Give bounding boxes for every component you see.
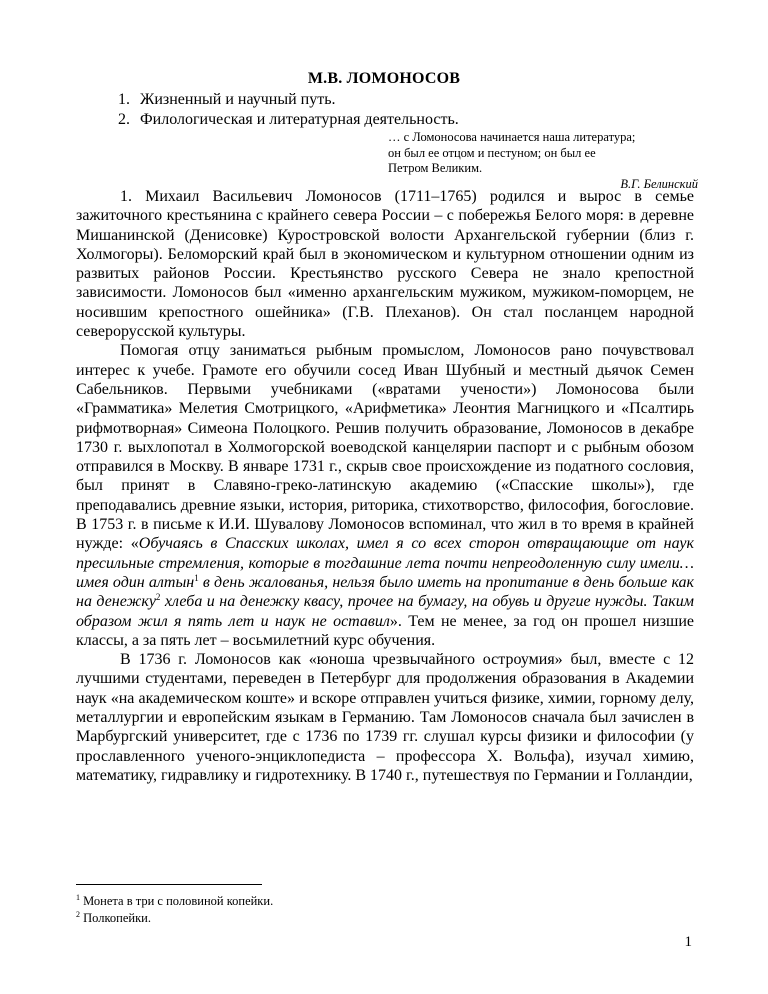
footnote-text: Монета в три с половиной копейки. [83, 894, 274, 908]
paragraph: В 1736 г. Ломоносов как «юноша чрезвычайного остроумия» был, вместе с 12 лучшими студентами, переведен в Петербург для продолжения образования в Академии наук «на академическом коште» и вскоре отправлен учиться физике, химии, горному делу, металлургии и европейским языкам в Германию. Там Ломоносов сначала был зачислен в Марбургский университет, где с 1736 по 1739 гг. слушал курсы физики и философии (у прославленного ученого-энциклопедиста – профессора Х. Вольфа), изучал химию, математику, гидравлику и гидротехнику. В 1740 г., путешествуя по Германии и Голландии, [76, 651, 694, 784]
footnote [76, 893, 273, 910]
quote-text: в день жалованья, нельзя было иметь на пропитание в день больше как на денежку [76, 573, 695, 611]
quote-text: Обучаясь в Спасских школах, имел я со всех сторон отвращающие от наук пресильные стремления, которые в тогдашние лета почти непреодоленную силу имели… имея один алтын [76, 535, 694, 591]
quote-text: хлеба и на денежку квасу, прочее на бумагу, на обувь и другие нужды. Таким образом жил я пять лет и наук не оставил [76, 593, 695, 630]
paragraph [76, 341, 694, 650]
outline-item-text: Филологическая и литературная деятельность. [140, 111, 459, 128]
lecture-outline [118, 90, 459, 130]
footnote-mark: 1 [76, 893, 80, 902]
outline-item-text: Жизненный и научный путь. [140, 91, 336, 108]
footnote-divider [76, 884, 262, 885]
footnote-ref[interactable]: 1 [194, 572, 199, 583]
epigraph-line: Петром Великим. [388, 161, 483, 175]
page-number: 1 [684, 934, 692, 950]
epigraph-line: он был ее отцом и пестуном; он был ее [388, 145, 596, 160]
paragraph-text: Помогая отцу заниматься рыбным промыслом, Ломоносов рано почувствовал интерес к учебе. Грамоте его обучили сосед Иван Шубный и местный дьячок Семен Сабельников. Первыми учебниками («вратами учености») Ломоносова были «Грамматика» Мелетия Смотрицкого, «Арифметика» Леонтия Магницкого и «Псалтирь рифмотворная» Симеона Полоцкого. Решив получить образование, Ломоносов в декабре 1730 г. выхлопотал в Холмогорской воеводской канцелярии паспорт и с рыбным обозом отправился в Москву. В январе 1731 г., скрыв свое происхождение из податного сословия, был принят в Славяно-греко-латинскую академию («Спасские школы»), где преподавались древние языки, история, риторика, стихотворство, философия, богословие. В 1753 г. в письме к И.И. Шувалову Ломоносов вспоминал, что жил в то время в крайней нужде: « [76, 342, 694, 553]
paragraph: 1. Михаил Васильевич Ломоносов (1711–1765) родился и вырос в семье зажиточного крестьянина с крайнего севера России – с побережья Белого моря: в деревне Мишанинской (Денисовке) Куростровской волости Архангельской губернии (близ г. Холмогоры). Беломорский край был в экономическом и культурном отношении одним из развитых районов России. Крестьянство русского Севера не знало крепостной зависимости. Ломоносов был «именно архангельским мужиком, мужиком-поморцем, не носившим крепостного ошейника» (Г.В. Плеханов). Он стал посланцем народной северорусской культуры. [76, 188, 694, 341]
epigraph-line: … с Ломоносова начинается наша литература; [388, 130, 636, 144]
epigraph-author: В.Г. Белинский [620, 176, 698, 191]
outline-item-number: 1. [118, 91, 130, 108]
outline-item [118, 90, 459, 110]
footnotes [76, 893, 273, 927]
outline-item [118, 110, 459, 130]
page-title: М.В. ЛОМОНОСОВ [307, 70, 461, 87]
footnote-text: Полкопейки. [83, 911, 151, 925]
paragraph-text: ». Тем не менее, за год он прошел низшие классы, а за пять лет – восьмилетний курс обучения. [76, 612, 694, 649]
footnote-mark: 2 [76, 910, 80, 919]
footnote [76, 910, 273, 927]
body-text [76, 187, 694, 785]
outline-item-number: 2. [118, 111, 130, 128]
epigraph [388, 130, 708, 192]
footnote-ref[interactable]: 2 [155, 592, 161, 603]
